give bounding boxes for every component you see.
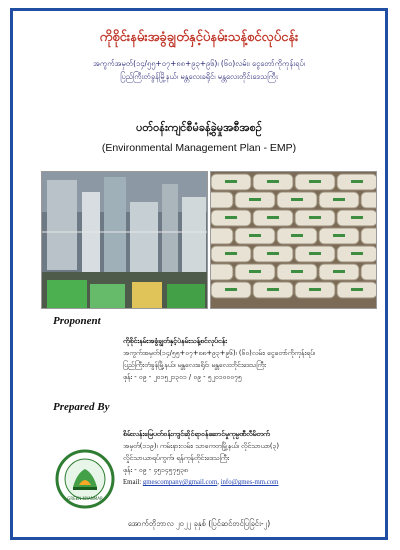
proponent-label: Proponent <box>53 315 101 327</box>
plan-title-myanmar: ပတ်ဝန်းကျင်စီမံခန့်ခွဲမှုအစီအစဉ် <box>136 121 262 134</box>
consultant-address-line2: လှိုင်သာယာရပ်ကွက်၊ ရန်ကုန်တိုင်းဒေသကြီး <box>123 454 229 462</box>
mill-machinery-image <box>42 172 208 309</box>
email-link-primary[interactable]: gmescompany@gmail.com <box>142 479 218 486</box>
green-myanmar-logo-icon <box>55 449 115 509</box>
plan-title-english: (Environmental Management Plan - EMP) <box>101 142 297 154</box>
gmes-logo <box>55 449 115 509</box>
logo-text: GREEN MYANMAR <box>67 496 103 501</box>
prepared-by-label: Prepared By <box>53 401 110 413</box>
mill-interior-photo <box>41 171 208 309</box>
email-separator: , <box>217 479 219 486</box>
document-date: အောက်တိုဘာလ ၂၀၂၂ ခုနှစ် (ပြင်ဆင်တင်ပြခြင်း-၂) <box>127 519 271 528</box>
company-title: ကိုစိုင်းနမ်းအခွံချွတ်နှင့်ပဲနမ်းသန့်စင်လုပ်ငန်း <box>99 30 299 45</box>
consultant-phone: ဖုန်း - ၀၉ - ၄၅၁၄၅၇၅၃၈ <box>123 466 188 474</box>
proponent-address-line1: အကွက်အမှတ်(၁၄/၅၅+၀၇+၈၈+၉၃+၉၆)၊ (၆၀)လမ်း၊ ငွေတော်ကိုကုန်းရပ်၊ <box>123 349 316 357</box>
header-address-line1: အကွက်အမှတ်(၁၄/၅၅+၀၇+၈၈+၉၃+၉၆)၊ (၆၀)လမ်း၊ ငွေတော်ကိုကုန်းရပ်၊ <box>93 59 305 68</box>
stacked-sacks-image <box>211 172 377 309</box>
proponent-name: ကိုစိုင်းနမ်းအခွံချွတ်နှင့်ပဲနမ်းသန့်စင်လုပ်ငန်း <box>123 337 227 345</box>
rice-sacks-photo <box>210 171 377 309</box>
header-address-line2: ပြည်ကြီးတံခွန်မြို့နယ်၊ မန္တလေးခရိုင်၊ မန္တလေးတိုင်းဒေသကြီး <box>120 72 278 81</box>
document-page <box>10 8 388 540</box>
proponent-phone: ဖုန်း - ၀၉ - ၂၀၁၅၂၁၃၀၁ / ၀၉ - ၅၂၀၁၀၀၀၇၅ <box>123 373 242 381</box>
email-label: Email: <box>123 479 142 486</box>
proponent-address-line2: ပြည်ကြီးတံခွန်မြို့နယ်၊ မန္တလေးခရိုင်၊ မန္တလေးတိုင်းဒေသကြီး <box>123 361 266 369</box>
consultant-name: စိမ်းလန်းမြေပတ်ဝန်းကျင်ဆိုင်ရာဝန်ဆောင်မှုကုမ္ပဏီလီမိတက် <box>123 430 270 438</box>
consultant-email-line <box>123 479 278 486</box>
email-link-info[interactable]: info@gmes-mm.com <box>220 479 279 486</box>
consultant-address-line1: အမှတ်(၁၁၉)၊ ကမ်းနားလမ်း၊ သာကေတမြို့နယ်၊ လိုင်သာယာ(၃) <box>123 442 280 450</box>
